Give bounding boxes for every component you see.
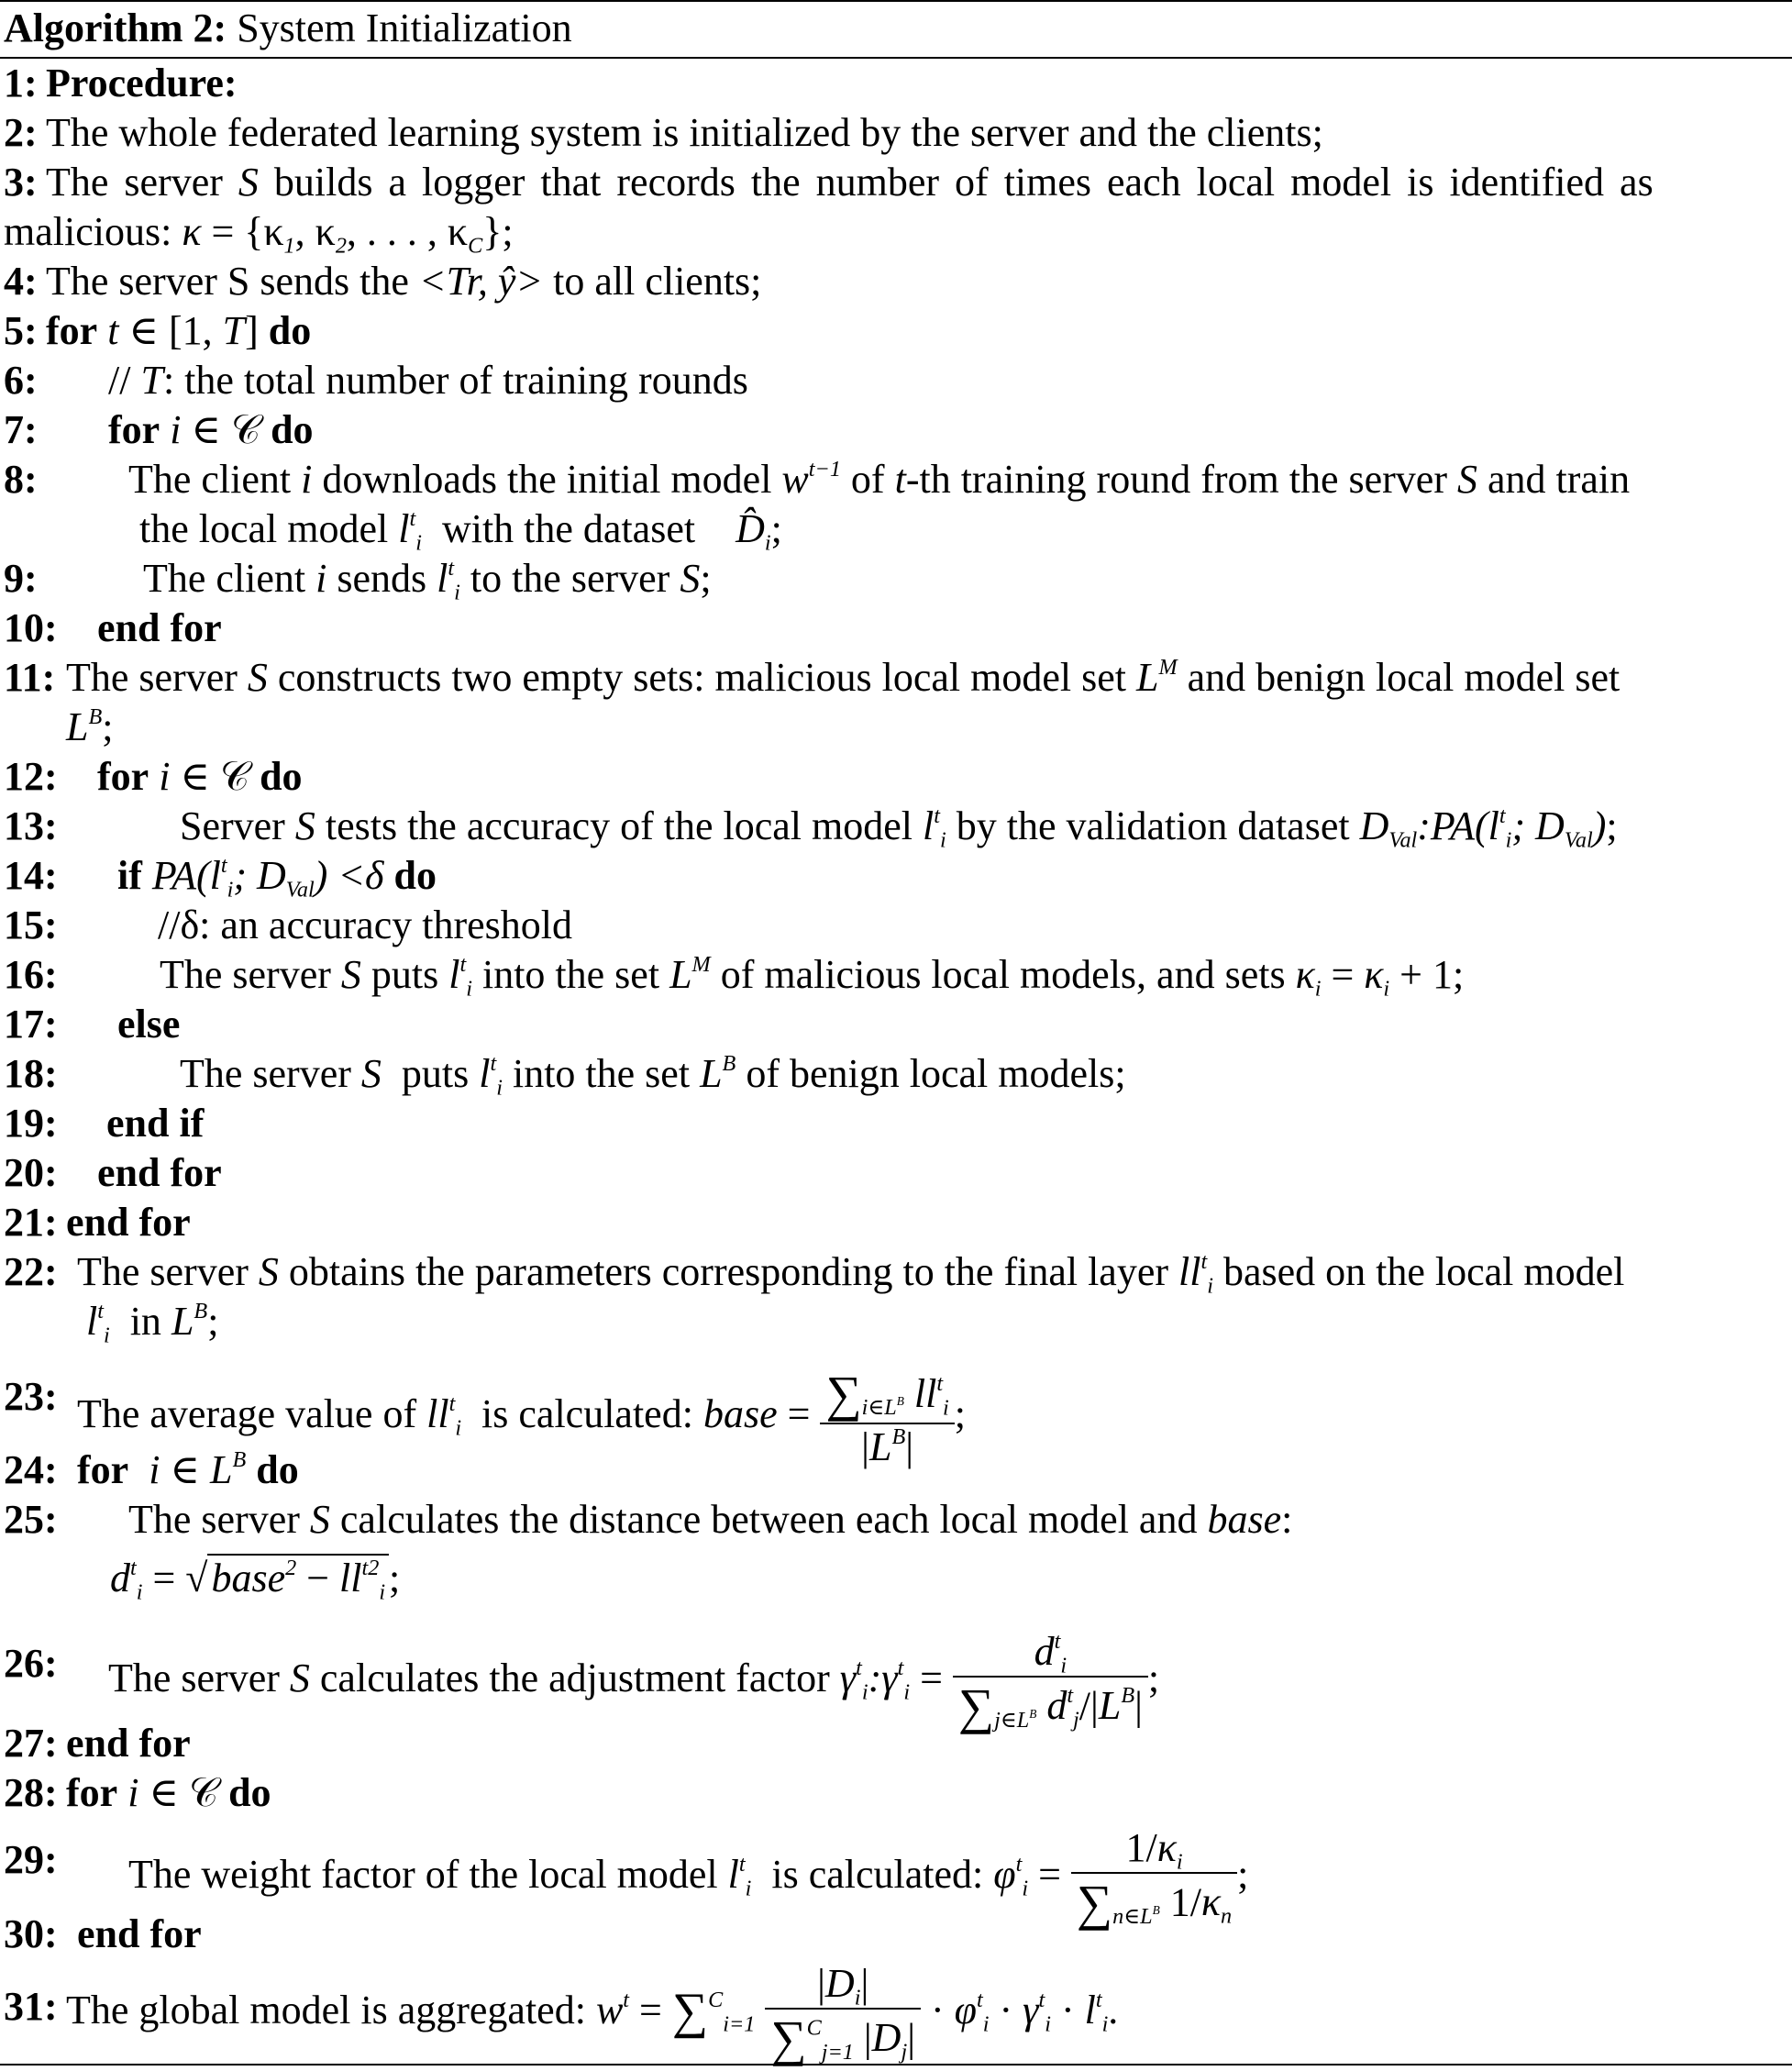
line-31	[0, 1961, 1792, 2066]
line-number: 2:	[4, 110, 38, 155]
line-text: The average value of $ll^t_i$ is calculated: base = $\frac{\sum_{i\in L^B} ll^t_i}{|L^B|}$ ;	[77, 1366, 967, 1470]
text-part: The client	[143, 556, 306, 601]
line-text	[128, 455, 1630, 504]
math-set-open: = {κ	[211, 209, 284, 254]
fraction-numerator: $|D_i|$	[817, 1961, 869, 2010]
text-part: calculates the distance between each local model and	[339, 1497, 1198, 1542]
line-number: 4:	[4, 259, 38, 304]
math-w: $w^{t-1}$	[781, 456, 841, 502]
end-for-keyword: end for	[66, 1721, 191, 1766]
end-if-keyword: end if	[106, 1101, 205, 1146]
line-text	[77, 1445, 299, 1495]
math-local-model: $l^t_i$	[923, 803, 946, 853]
line-text: The global model is aggregated: $w^t = \sum^C_{i=1}$ $\frac{|D_i|}{\sum^C_{j=1} |D_j|}$ · $\varphi^t_i \cdot \gamma^t_i \cdot l^t_i$.	[66, 1961, 1119, 2066]
for-keyword: for	[77, 1447, 129, 1492]
fraction-numerator: $d^t_i$	[1034, 1628, 1067, 1678]
math-gamma: $\gamma^t_i:\gamma^t_i$	[839, 1655, 911, 1705]
math-base: base	[1207, 1497, 1282, 1542]
text-part: The client	[128, 457, 292, 502]
math-increment: $\kappa_i = \kappa_i + 1$;	[1295, 952, 1465, 1002]
text-part: malicious:	[4, 209, 172, 254]
line-3-cont	[0, 207, 1792, 257]
line-20	[0, 1148, 1792, 1198]
line-number: 13:	[4, 803, 58, 848]
line-text: The server S calculates the distance between each local model and base:	[128, 1497, 1293, 1542]
text-part: and benign local model set	[1187, 655, 1621, 700]
math-range: i ∈ 𝒞	[170, 407, 261, 452]
text-part: is calculated:	[481, 1391, 693, 1437]
for-keyword: for	[108, 407, 160, 452]
do-keyword: do	[256, 1447, 299, 1492]
math-distance: $d^t_i$	[110, 1555, 143, 1605]
line-6	[0, 356, 1792, 405]
line-5	[0, 306, 1792, 356]
line-text: malicious: $\kappa = \{\kappa_1$, $\kappa_2$, . . . , $\kappa_C$};	[4, 209, 514, 259]
line-text	[46, 257, 761, 306]
math-local-model: $l^t_i$	[479, 1050, 503, 1101]
line-text: $L^B$;	[66, 703, 114, 749]
math-local-model: $l^t_i$	[398, 505, 422, 556]
fraction-numerator: $1/\kappa_i$	[1125, 1825, 1183, 1875]
math-var: T	[140, 358, 163, 403]
text-part: Server	[180, 803, 285, 848]
do-keyword: do	[393, 853, 437, 898]
math-sub: 1	[283, 233, 295, 259]
line-number: 1:	[4, 61, 38, 105]
math-var: S	[294, 803, 315, 848]
text-part: The server	[66, 655, 238, 700]
line-number: 11:	[4, 655, 56, 700]
line-number: 24:	[4, 1447, 58, 1492]
math-sum: ∑	[671, 1982, 709, 2039]
math-var: S	[360, 1051, 382, 1096]
do-keyword: do	[260, 754, 303, 799]
line-25-cont	[0, 1550, 1792, 1607]
math-set: $L^B$	[171, 1298, 208, 1344]
line-number: 20:	[4, 1150, 58, 1195]
line-22-cont	[0, 1297, 1792, 1346]
math-range: t ∈ [1, T]	[107, 308, 259, 353]
do-keyword: do	[228, 1770, 271, 1815]
text-part: based on the local model	[1222, 1249, 1625, 1294]
comment-marker: //	[108, 358, 131, 403]
line-number: 30:	[4, 1911, 58, 1956]
text-part: The server S sends the	[46, 259, 409, 304]
line-number: 23:	[4, 1374, 58, 1419]
text-part: The server	[46, 160, 223, 205]
math-range: i ∈ 𝒞	[159, 754, 250, 799]
line-25	[0, 1495, 1792, 1545]
line-number: 18:	[4, 1051, 58, 1096]
line-text: The client i sends $l^t_i$ to the server S;	[143, 555, 712, 605]
math-condition: $PA(l^t_i$; $D_{Val}) <\delta$	[151, 852, 384, 903]
math-var: S	[238, 160, 259, 205]
math-var: S	[340, 952, 361, 997]
math-set: $L^M$	[1135, 654, 1178, 700]
line-number: 14:	[4, 853, 58, 898]
fraction-numerator: $\sum_{i\in L^B}$ $ll^t_i$	[825, 1366, 949, 1422]
math-var: S	[247, 655, 268, 700]
line-26	[0, 1628, 1792, 1734]
line-16	[0, 950, 1792, 1000]
line-2	[0, 108, 1792, 158]
text-part: with the dataset	[441, 506, 696, 551]
line-14	[0, 851, 1792, 901]
text-part: The weight factor of the local model	[128, 1852, 718, 1898]
line-text: $l^t_i$ in $L^B$;	[86, 1298, 219, 1348]
for-keyword: for	[66, 1770, 118, 1815]
math-kappa: κ	[182, 209, 202, 254]
text-part: calculates the adjustment factor	[319, 1656, 830, 1701]
line-text: The whole federated learning system is initialized by the server and the clients;	[46, 110, 1323, 155]
math-local-model: $l^t_i$	[437, 555, 460, 605]
text-part: puts	[401, 1051, 470, 1096]
math-set: $L^M$	[669, 951, 711, 997]
math-layer: $ll^t_i$	[1178, 1248, 1213, 1299]
text-part: of	[850, 457, 885, 502]
text-part: The server	[160, 952, 331, 997]
line-1	[0, 59, 1792, 108]
line-text	[46, 306, 311, 356]
text-part: downloads the initial model	[322, 457, 772, 502]
math-layer: $ll^t_i$	[426, 1390, 462, 1441]
line-number: 12:	[4, 754, 58, 799]
text-part: into the set	[481, 952, 660, 997]
line-7	[0, 405, 1792, 455]
line-number: 29:	[4, 1837, 58, 1882]
text-part: is calculated:	[771, 1852, 984, 1898]
line-number: 15:	[4, 903, 58, 947]
line-number: 8:	[4, 457, 38, 502]
line-text: The server S calculates the adjustment factor $\gamma^t_i:\gamma^t_i$ = $\frac{d^t_i}{\sum_{j\in L^B} d^t_j/|L^B|}$ ;	[108, 1628, 1160, 1734]
line-28	[0, 1768, 1792, 1818]
math-var: S	[289, 1656, 310, 1701]
line-29	[0, 1825, 1792, 1931]
math-local-model: $l^t_i$	[448, 951, 472, 1002]
text-part: of malicious local models, and sets	[720, 952, 1286, 997]
line-10	[0, 604, 1792, 653]
line-text: $d^t_i$ = √base$^2$ − $ll^{t2}_i$;	[110, 1550, 400, 1607]
text-part: -th training round from the server	[905, 457, 1447, 502]
line-3	[0, 158, 1792, 207]
math-range: i ∈ $L^B$	[149, 1446, 247, 1492]
fraction-denominator: ∑$^C_{j=1}$ $|D_j|$	[765, 2008, 921, 2067]
text-part: tests the accuracy of the local model	[325, 803, 913, 848]
line-text	[180, 1049, 1126, 1099]
line-4	[0, 257, 1792, 306]
for-keyword: for	[97, 754, 149, 799]
line-text	[117, 851, 437, 901]
line-text: The weight factor of the local model $l^t_i$ is calculated: $\varphi^t_i$ = $\frac{1/\kappa_i}{\sum_{n\in L^B} 1/\kappa_n}$ ;	[128, 1825, 1249, 1931]
text-part: in	[129, 1299, 161, 1344]
line-30	[0, 1910, 1792, 1959]
text-part: constructs two empty sets: malicious local model set	[277, 655, 1126, 700]
text-part: The server	[128, 1497, 300, 1542]
math-set: $L^B$	[66, 703, 103, 749]
line-18	[0, 1049, 1792, 1099]
line-number: 16:	[4, 952, 58, 997]
line-number: 3:	[4, 160, 38, 205]
line-17	[0, 1000, 1792, 1049]
line-text	[46, 158, 1654, 207]
text-part: builds a logger that records the number of times each local model is identified as	[273, 160, 1654, 205]
line-9	[0, 554, 1792, 604]
line-8-cont	[0, 504, 1792, 554]
math-range: i ∈ 𝒞	[127, 1770, 219, 1815]
math-local-model: $l^t_i$	[727, 1851, 752, 1901]
text-part: of benign local models;	[746, 1051, 1126, 1096]
end-for-keyword: end for	[77, 1911, 202, 1956]
math-set-close: };	[482, 209, 514, 254]
algorithm-label: Algorithm 2:	[4, 6, 227, 50]
do-keyword: do	[268, 308, 312, 353]
algorithm-name: System Initialization	[237, 6, 572, 50]
math-phi: $\varphi^t_i$	[993, 1851, 1029, 1901]
line-number: 31:	[4, 1984, 58, 2029]
line-text	[77, 1247, 1624, 1297]
math-local-model: $l^t_i$	[86, 1298, 110, 1348]
algorithm-title	[4, 2, 572, 55]
line-text: the local model $l^t_i$ with the dataset $D̂_i$;	[139, 505, 782, 556]
math-var: S	[680, 556, 701, 601]
fraction-denominator: $\sum_{j\in L^B}$ $d^t_j/|L^B|$	[953, 1676, 1148, 1735]
line-number: 22:	[4, 1249, 58, 1294]
line-11-cont	[0, 703, 1792, 752]
line-number: 5:	[4, 308, 38, 353]
line-text	[97, 752, 303, 802]
line-number: 10:	[4, 605, 58, 650]
line-text	[108, 405, 314, 455]
text-part: sends	[337, 556, 427, 601]
line-text	[160, 950, 1464, 1000]
text-part: The server	[77, 1249, 249, 1294]
line-text	[66, 653, 1620, 703]
line-15	[0, 901, 1792, 950]
line-8	[0, 455, 1792, 504]
line-12	[0, 752, 1792, 802]
line-13	[0, 802, 1792, 851]
fraction-denominator: $\sum_{n\in L^B}$ $1/\kappa_n$	[1071, 1872, 1237, 1932]
text-part: The global model is aggregated:	[66, 1988, 586, 2033]
line-number: 19:	[4, 1101, 58, 1146]
math-var: S	[309, 1497, 330, 1542]
line-number: 27:	[4, 1721, 58, 1766]
line-text	[158, 901, 572, 950]
fraction-denominator: $|L^B|$	[820, 1423, 954, 1471]
text-part: to all clients;	[553, 259, 762, 304]
line-text	[66, 1768, 271, 1818]
line-text: // T: the total number of training rounds	[108, 358, 748, 403]
comment-marker: //δ:	[158, 903, 211, 947]
math-global: $w^t$	[595, 1987, 630, 2033]
math-sqrt: √base$^2$ − $ll^{t2}_i$	[185, 1550, 389, 1607]
math-var: i	[301, 457, 313, 502]
for-keyword: for	[46, 308, 98, 353]
line-24	[0, 1445, 1792, 1495]
line-number: 28:	[4, 1770, 58, 1815]
text-part: the total number of training rounds	[184, 358, 748, 403]
if-keyword: if	[117, 853, 142, 898]
line-number: 7:	[4, 407, 38, 452]
do-keyword: do	[271, 407, 314, 452]
text-part: The average value of	[77, 1391, 417, 1437]
text-part: obtains the parameters corresponding to the final layer	[288, 1249, 1169, 1294]
line-19	[0, 1099, 1792, 1148]
text-part: the local model	[139, 506, 389, 551]
line-number: 17:	[4, 1002, 58, 1047]
math-var: S	[258, 1249, 279, 1294]
math-fraction	[765, 1961, 921, 2067]
text-part: to the server	[470, 556, 670, 601]
line-number: 25:	[4, 1497, 58, 1542]
line-number: 21:	[4, 1200, 58, 1245]
math-var: S	[1456, 457, 1477, 502]
line-22	[0, 1247, 1792, 1297]
text-part: puts	[371, 952, 439, 997]
line-number: 6:	[4, 358, 38, 403]
end-for-keyword: end for	[66, 1200, 191, 1245]
math-base: base	[702, 1391, 778, 1437]
text-part: an accuracy threshold	[220, 903, 572, 947]
line-number: 9:	[4, 556, 38, 601]
math-accuracy: $D_{Val}:PA(l^t_i$; $D_{Val}$)	[1359, 803, 1607, 853]
text-part: by the validation dataset	[956, 803, 1350, 848]
line-27	[0, 1719, 1792, 1768]
end-for-keyword: end for	[97, 1150, 222, 1195]
line-21	[0, 1198, 1792, 1247]
math-dataset: $D̂_i$	[736, 506, 771, 556]
line-11	[0, 653, 1792, 703]
text-part: and train	[1487, 457, 1631, 502]
end-for-keyword: end for	[97, 605, 222, 650]
line-number: 26:	[4, 1641, 58, 1686]
math-tuple: <Tr, ŷ>	[418, 259, 544, 304]
else-keyword: else	[117, 1002, 181, 1047]
math-set: $L^B$	[700, 1050, 736, 1096]
text-part: into the set	[512, 1051, 691, 1096]
text-part: The server	[180, 1051, 351, 1096]
procedure-keyword: Procedure:	[46, 61, 238, 105]
text-part: The server	[108, 1656, 280, 1701]
math-var: t	[894, 457, 906, 502]
math-var: i	[315, 556, 327, 601]
line-text: Server S tests the accuracy of the local model $l^t_i$ by the validation dataset $D_{Val}:PA(l^t_i$; $D_{Val}$);	[180, 803, 1618, 853]
